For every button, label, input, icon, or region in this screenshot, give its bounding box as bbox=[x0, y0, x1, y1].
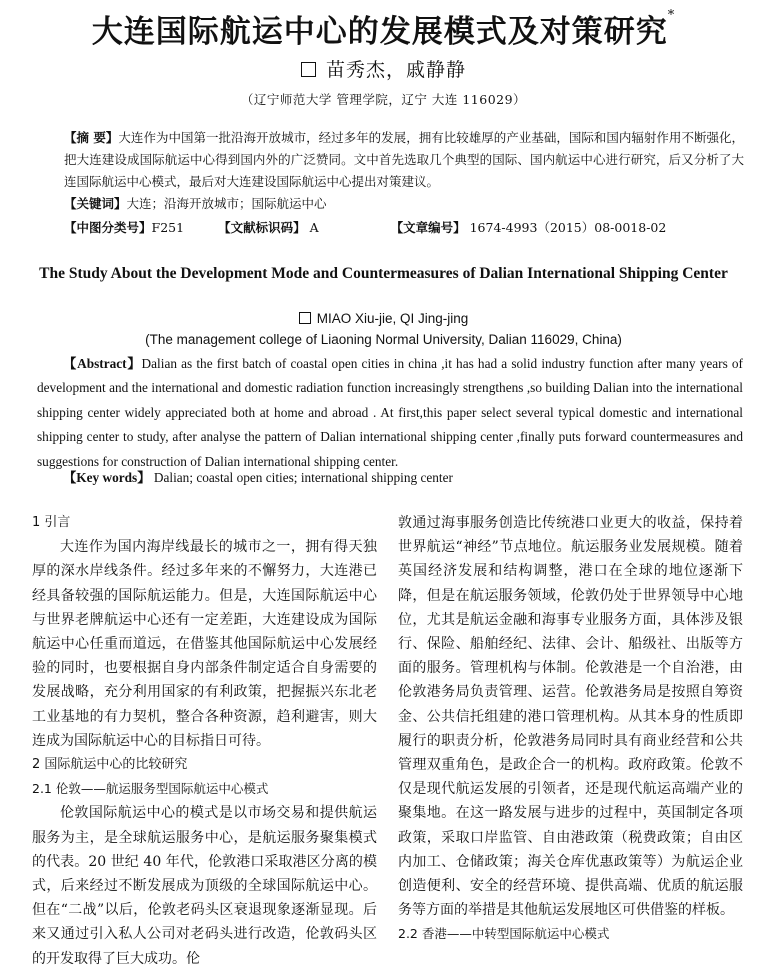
paragraph-intro: 大连作为国内海岸线最长的城市之一，拥有得天独厚的深水岸线条件。经过多年来的不懈努力，大连港已经具备较强的国际航运能力。但是，大连国际航运中心与世界老牌航运中心还有一定差距，大连建设成为国际航运中心任重而道远，在借鉴其他国际航运中心发展经验的同时，也要根据自身内部条件制定适合自身需要的发展战略，充分利用国家的有利政策，把握振兴东北老工业基地的有力契机，整合各种资源，趋利避害，则大连成为国际航运中心的目标指日可待。 bbox=[32, 539, 377, 749]
subsection-heading-london: 2.1 伦敦——航运服务型国际航运中心模式 bbox=[32, 781, 269, 797]
abstract-cn-text: 大连作为中国第一批沿海开放城市，经过多年的发展，拥有比较雄厚的产业基础，国际和国内辐射作用不断强化，把大连建设成国际航运中心得到国内外的广泛赞同。文中首先选取几个典型的国际、国内航运中心进行研究，后又分析了大连国际航运中心模式，最后对大连建设国际航运中心提出对策建议。 bbox=[64, 130, 744, 189]
subsection-heading-hongkong: 2.2 香港——中转型国际航运中心模式 bbox=[398, 926, 610, 942]
paper-title-en: The Study About the Development Mode and Countermeasures of Dalian International Shipping Center bbox=[39, 265, 728, 282]
abstract-cn-label: 【摘 要】 bbox=[64, 130, 119, 145]
affiliation-en: (The management college of Liaoning Normal University, Dalian 116029, China) bbox=[145, 332, 622, 347]
keywords-en-text: Dalian; coastal open cities; international shipping center bbox=[153, 470, 453, 485]
paragraph-london: 伦敦国际航运中心的模式是以市场交易和提供航运服务为主，是全球航运服务中心，是航运服务聚集模式的代表。20 世纪 40 年代，伦敦港口采取港区分离的模式，后来经过不断发展成为顶级的全球国际航运中心。但在“二战”以后，伦敦老码头区衰退现象逐渐显现。后来又通过引入私人公司对老码头进行改造，伦敦码头区的开发取得了巨大成功。伦 bbox=[32, 805, 377, 967]
body-column-left bbox=[32, 511, 377, 971]
doc-code-value: A bbox=[309, 220, 319, 235]
keywords-cn-label: 【关键词】 bbox=[64, 196, 127, 211]
keywords-en bbox=[63, 467, 453, 486]
square-icon bbox=[299, 312, 311, 324]
abstract-cn bbox=[64, 127, 744, 193]
authors-en: MIAO Xiu-jie, QI Jing-jing bbox=[0, 311, 767, 326]
paragraph-london-cont: 敦通过海事服务创造比传统港口业更大的收益，保持着世界航运“神经”节点地位。航运服务业发展规模。随着英国经济发展和结构调整，港口在全球的地位逐渐下降，但是在航运服务领域，伦敦仍处于世界领导中心地位，尤其是航运金融和海事专业服务方面，具体涉及银行、保险、船舶经纪、法律、会计、船级社、出版等方面的服务。管理机构与体制。伦敦港是一个自治港，由伦敦港务局负责管理、运营。伦敦港务局是按照自筹资金、公共信托组建的港口管理机构。从其本身的性质即履行的职责分析，伦敦港务局同时具有商业经营和公共管理双重角色，是政企合一的机构。政府政策。伦敦不仅是现代航运发展的引领者，还是现代航运高端产业的聚集地。在这一路发展与进步的过程中，英国制定各项政策，采取口岸监管、自由港政策（税费政策；自由区内加工、仓储政策；海关仓库优惠政策等）为航运企业创造便利、安全的经营环境、提供高端、优质的航运服务等方面的举措是其他航运发展地区可供借鉴的样板。 bbox=[398, 515, 743, 919]
paper-title: 大连国际航运中心的发展模式及对策研究* bbox=[91, 8, 676, 50]
keywords-en-label: 【Key words】 bbox=[63, 470, 151, 485]
section-heading-comparison: 2 国际航运中心的比较研究 bbox=[32, 757, 188, 773]
square-icon bbox=[301, 62, 316, 77]
keywords-cn bbox=[64, 193, 744, 215]
authors-cn: 苗秀杰，戚静静 bbox=[0, 55, 767, 82]
body-column-right bbox=[398, 511, 743, 947]
article-no-value: 1674-4993（2015）08-0018-02 bbox=[469, 220, 667, 235]
clc-label: 【中图分类号】 bbox=[64, 220, 152, 235]
classification-line bbox=[64, 217, 744, 239]
abstract-en-text: Dalian as the first batch of coastal open cities in china ,it has had a solid industry function after many years of development and the international and domestic radiation function increasingly strengthens ,so building Dalian into the international shipping center widely appreciated both at home and abroad . At first,this paper select several typical domestic and international shipping center to study, after analyse the pattern of Dalian international shipping center ,finally puts forward countermeasures and suggestions for construction of Dalian international shipping center. bbox=[37, 356, 743, 469]
section-heading-intro: 1 引言 bbox=[32, 515, 71, 530]
article-no-label: 【文章编号】 bbox=[390, 220, 466, 235]
affiliation-cn: （辽宁师范大学 管理学院，辽宁 大连 116029） bbox=[240, 92, 527, 107]
abstract-en bbox=[37, 352, 743, 474]
doc-code-label: 【文献标识码】 bbox=[218, 220, 306, 235]
title-footnote-mark: * bbox=[667, 8, 676, 23]
clc-value: F251 bbox=[151, 220, 185, 235]
keywords-cn-text: 大连；沿海开放城市；国际航运中心 bbox=[126, 196, 327, 211]
abstract-en-label: 【Abstract】 bbox=[63, 356, 142, 371]
